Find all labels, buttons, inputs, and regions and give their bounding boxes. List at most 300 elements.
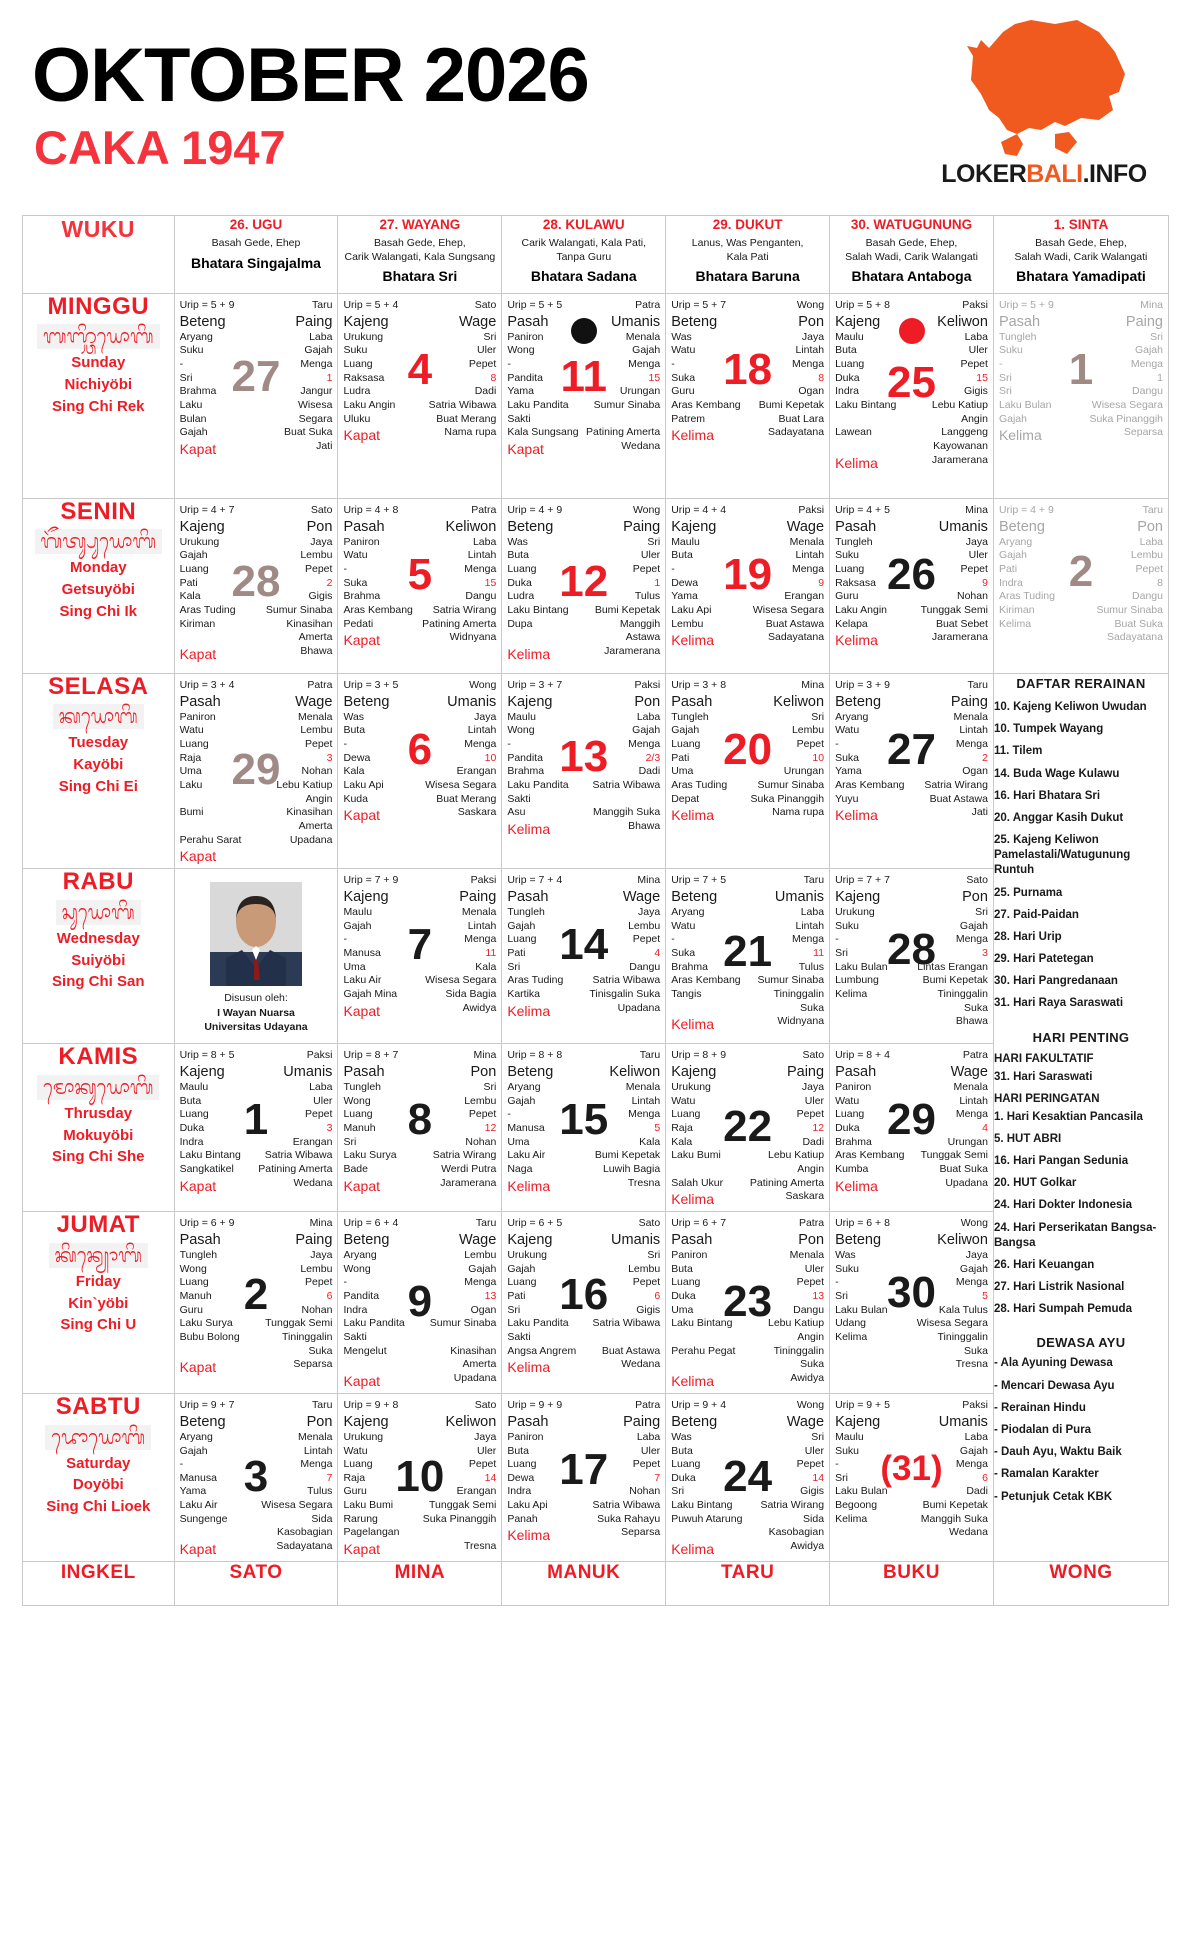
detail-left: Suku [179, 344, 204, 357]
date-number: 1 [243, 1095, 269, 1145]
detail-right: Wisesa [298, 398, 333, 411]
detail-right: Laba [1139, 535, 1163, 548]
detail-left: Guru [343, 1485, 367, 1498]
detail-left: Dewa [507, 1471, 535, 1484]
detail-right: Lintah [959, 1094, 988, 1107]
detail-right: Nohan [465, 1135, 497, 1148]
detail-right: Mina [473, 1049, 497, 1062]
detail-left: Laku Api [507, 1499, 548, 1512]
detail-right: Pon [306, 518, 333, 535]
detail-left: - [179, 358, 184, 371]
detail-left: Luang [179, 738, 209, 751]
peringatan-item: 24. Hari Dokter Indonesia [993, 1199, 1132, 1212]
date-cell[interactable] [502, 1394, 666, 1562]
date-cell[interactable] [338, 1212, 502, 1394]
date-number: 2 [243, 1270, 269, 1320]
day-name-cn: Sing Chi San [52, 973, 145, 991]
detail-left: - [507, 1108, 511, 1121]
day-name-balinese: ᬓᬬᭀᬩᬶ [53, 704, 144, 729]
detail-right: 8 [490, 371, 497, 384]
detail-left: Kartika [507, 987, 540, 1000]
brand-part-1: LOKER [941, 160, 1027, 188]
detail-left: Laku Api [671, 603, 712, 616]
detail-left: Aryang [835, 710, 869, 723]
date-cell[interactable] [338, 294, 502, 499]
detail-left: Dewa [343, 751, 371, 764]
detail-right: Manggih Suka [593, 806, 661, 819]
detail-right [256, 847, 332, 865]
date-number: 2 [1068, 547, 1094, 597]
detail-left: Pasah [507, 313, 549, 330]
dewasa-item: - Ramalan Karakter [993, 1468, 1099, 1481]
date-number: 29 [887, 1095, 936, 1145]
detail-right: Urungan [947, 1135, 988, 1148]
wuku-column-4[interactable] [666, 216, 830, 294]
detail-right: Kala Tulus [938, 1303, 988, 1316]
detail-right: Uler [804, 1094, 825, 1107]
date-cell[interactable] [830, 294, 994, 499]
detail-left: Indra [343, 1303, 368, 1316]
detail-left: - [671, 933, 675, 946]
detail-right: Lintah [467, 549, 497, 562]
detail-left [835, 1358, 911, 1372]
date-cell[interactable] [993, 294, 1168, 499]
wuku-column-2[interactable] [338, 216, 502, 294]
detail-left: Kelima [835, 1177, 878, 1194]
detail-left: Beteng [179, 313, 226, 330]
detail-right: Dangu [465, 590, 497, 603]
date-number: 21 [723, 927, 773, 977]
detail-right: Lembu [300, 1262, 333, 1275]
detail-left: Kelima [835, 454, 878, 471]
detail-right: Menala [953, 1081, 988, 1094]
detail-right: Erangan [456, 765, 497, 778]
detail-left: Sri [835, 1290, 848, 1303]
detail-right: Lintah [303, 1444, 333, 1457]
date-number: 18 [723, 344, 773, 394]
detail-right: Pepet [632, 1276, 661, 1289]
detail-right: 3 [326, 751, 333, 764]
detail-left: Urip = 8 + 7 [343, 1049, 399, 1062]
detail-right: Taru [475, 1217, 497, 1230]
wuku-column-3[interactable] [502, 216, 666, 294]
detail-left: Kapat [179, 1177, 217, 1194]
detail-left: Kapat [179, 1359, 217, 1376]
date-detail-grid [835, 1399, 988, 1540]
date-detail-grid [343, 679, 496, 824]
date-cell-inner [830, 1212, 993, 1375]
detail-right: Gajah [632, 344, 661, 357]
date-number: 30 [887, 1267, 936, 1317]
detail-right: Umanis [938, 518, 988, 535]
detail-right: Widnyana [777, 1015, 825, 1028]
detail-left: Pati [671, 751, 690, 764]
date-cell[interactable] [830, 1212, 994, 1394]
detail-right: Dangu [629, 960, 661, 973]
date-cell[interactable] [338, 1044, 502, 1212]
calendar-table [22, 215, 1169, 1606]
date-detail-grid [999, 299, 1163, 444]
detail-left: Kelima [507, 645, 551, 662]
date-cell[interactable] [338, 674, 502, 869]
detail-right: Erangan [292, 1135, 333, 1148]
date-cell[interactable] [502, 499, 666, 674]
date-number: 6 [407, 724, 433, 774]
date-cell-inner [338, 499, 501, 652]
detail-left: Kajeng [179, 518, 225, 535]
detail-right: Tininggalin Suka [773, 987, 825, 1014]
date-number: 17 [559, 1444, 609, 1494]
detail-left: Buta [671, 1444, 693, 1457]
detail-right: Wedana [293, 1176, 333, 1189]
ingkel-cell-0: INGKEL [23, 1562, 175, 1606]
date-cell-inner [994, 499, 1168, 648]
detail-left: Ludra [343, 385, 371, 398]
detail-left: Gajah [998, 549, 1027, 562]
date-cell-inner [502, 1212, 665, 1379]
detail-left: Luang [179, 1108, 209, 1121]
wuku-name: 30. WATUGUNUNG [850, 217, 973, 232]
date-cell[interactable] [666, 1044, 830, 1212]
detail-right: Laba [964, 330, 988, 343]
detail-left: Kelima [507, 1002, 551, 1019]
date-cell[interactable] [666, 869, 830, 1044]
ingkel-cell-4: TARU [666, 1562, 830, 1606]
detail-left: Watu [671, 344, 696, 357]
detail-right: Jaya [965, 535, 988, 548]
detail-left: Sri [998, 371, 1012, 384]
detail-left: Pati [507, 1290, 526, 1303]
detail-left: Luang [343, 358, 373, 371]
detail-right: Bumi Kepetak [922, 974, 988, 987]
sidebar-cell [993, 674, 1168, 1562]
detail-right: Satria Wirang [432, 1149, 497, 1162]
detail-left: Wong [507, 724, 535, 737]
date-number: 1 [1068, 344, 1094, 394]
date-number: 13 [559, 731, 609, 781]
date-cell[interactable] [338, 869, 502, 1044]
detail-left: Tungleh [179, 1249, 218, 1262]
detail-right: Wisesa Segara [261, 1499, 333, 1512]
detail-right: Tinisgalin Suka [589, 987, 661, 1000]
calendar-row [23, 294, 1169, 499]
detail-right: Sri [647, 1249, 661, 1262]
detail-right: Patra [635, 299, 661, 311]
date-number: 8 [407, 1095, 433, 1145]
date-cell[interactable] [830, 499, 994, 674]
detail-right: Laba [964, 1430, 988, 1443]
detail-left: Gajah [507, 919, 536, 932]
detail-right: 1 [1157, 371, 1163, 384]
detail-right: Sumur Sinaba [757, 778, 825, 791]
detail-right: Suka Pinanggih [1089, 412, 1163, 425]
detail-right: Luwih Bagia [602, 1162, 661, 1175]
detail-left: Indra [998, 576, 1023, 589]
date-cell[interactable] [174, 294, 338, 499]
detail-right: Sri [483, 330, 497, 343]
detail-right: Patra [962, 1049, 988, 1062]
detail-right: Gajah [304, 344, 333, 357]
detail-right: Uler [477, 344, 497, 357]
detail-right: Urungan [619, 385, 661, 398]
detail-left: Was [671, 330, 692, 343]
detail-right: Pon [306, 1413, 333, 1430]
detail-left: Raksasa [343, 371, 385, 384]
date-cell[interactable] [174, 499, 338, 674]
detail-right: Laba [636, 710, 661, 723]
detail-right: Sida Kasobagian [276, 1512, 333, 1539]
detail-right: Sato [638, 1217, 661, 1230]
detail-left: Luang [179, 1276, 209, 1289]
date-cell[interactable] [174, 1394, 338, 1562]
fakultatif-label: HARI FAKULTATIF [993, 1052, 1094, 1065]
date-cell-inner [830, 869, 993, 1032]
detail-right: Lembu [464, 1094, 497, 1107]
detail-left: Urip = 4 + 9 [507, 504, 563, 516]
detail-right: Suka Pinanggih [750, 792, 825, 805]
wuku-column-1[interactable] [174, 216, 338, 294]
detail-right: Paing [1125, 313, 1163, 330]
tilem-moon-icon [571, 318, 597, 344]
date-cell-inner [666, 1394, 829, 1561]
day-label-cell-tuesday [23, 674, 175, 869]
date-cell[interactable] [830, 869, 994, 1044]
day-label-cell-friday [23, 1212, 175, 1394]
rerainan-item: 20. Anggar Kasih Dukut [993, 811, 1124, 824]
date-cell-inner [338, 1044, 501, 1197]
detail-left: Aras Tuding [998, 590, 1055, 603]
detail-left: Kapat [179, 440, 217, 457]
sidebar-title-penting: HARI PENTING [1032, 1029, 1130, 1045]
detail-right: Wong [796, 1399, 825, 1412]
detail-left: Laku Pandita Sakti [343, 1317, 405, 1344]
detail-left: Suku [835, 549, 859, 562]
detail-left: Urip = 9 + 9 [507, 1399, 563, 1412]
date-detail-grid [343, 1399, 496, 1558]
detail-right: Bhawa [955, 1015, 988, 1028]
bali-island-icon [959, 18, 1129, 163]
date-cell-inner [175, 869, 338, 1043]
detail-right: Manggih Suka [920, 1512, 988, 1525]
detail-left: Urukung [343, 330, 384, 343]
detail-right: Menala [789, 1249, 825, 1262]
peringatan-item: 28. Hari Sumpah Pemuda [993, 1303, 1132, 1316]
day-name-jp: Suiyöbi [71, 951, 126, 969]
date-cell[interactable] [174, 1044, 338, 1212]
detail-left: Urukung [671, 1081, 711, 1094]
date-cell[interactable] [666, 1394, 830, 1562]
brand-part-2: BALI [1026, 160, 1083, 188]
detail-left: Urukung [507, 1249, 548, 1262]
detail-left: Urip = 9 + 7 [179, 1399, 235, 1412]
detail-left: Gajah [343, 919, 372, 932]
detail-left: Yama [507, 385, 534, 398]
detail-left: Pasah [835, 518, 877, 535]
detail-right: Keliwon [937, 313, 988, 330]
detail-left: Urip = 6 + 4 [343, 1217, 399, 1230]
detail-right: 11 [485, 947, 497, 960]
date-cell[interactable] [830, 674, 994, 869]
detail-right: Paing [950, 693, 988, 710]
date-cell[interactable] [174, 869, 338, 1044]
date-cell[interactable] [338, 1394, 502, 1562]
detail-left: Suka [671, 947, 696, 960]
detail-left: Paniron [507, 1430, 544, 1443]
detail-left: Naga [507, 1162, 533, 1175]
date-number: 24 [723, 1451, 773, 1501]
detail-right: Jaramerana [931, 453, 988, 466]
wuku-desc: Basah Gede, Ehep, Carik Walangati, Kala Sungsang [344, 237, 496, 263]
detail-right: Jaya [310, 1249, 333, 1262]
date-cell[interactable] [502, 674, 666, 869]
detail-left: Kapat [179, 1541, 217, 1558]
detail-right: Lebu Katiup Angin [768, 1149, 825, 1175]
wuku-label: WUKU [61, 216, 136, 242]
detail-left: Aryang [179, 330, 213, 343]
date-detail-grid [999, 504, 1163, 645]
detail-left: Raksasa [835, 576, 876, 589]
detail-left: Luang [671, 1276, 701, 1289]
day-label-cell-monday [23, 499, 175, 674]
date-number: 3 [243, 1451, 269, 1501]
detail-right: 2/3 [645, 751, 661, 764]
date-cell[interactable] [174, 674, 338, 869]
detail-right: Sumur Sinaba [265, 603, 333, 616]
detail-left: Urip = 3 + 7 [507, 679, 563, 691]
detail-left: Kapat [343, 807, 381, 824]
detail-left: - [998, 358, 1003, 371]
detail-left: - [507, 738, 511, 751]
date-cell[interactable] [830, 1044, 994, 1212]
detail-left: Tungleh [343, 1081, 381, 1094]
detail-left: Pandita [507, 371, 543, 384]
date-cell[interactable] [502, 869, 666, 1044]
detail-left: Guru [835, 590, 859, 603]
date-cell-inner [666, 499, 829, 652]
date-cell-inner [175, 1212, 338, 1379]
detail-left: Kala [671, 1135, 693, 1148]
detail-left: Beteng [835, 693, 882, 710]
rerainan-item: 27. Paid-Paidan [993, 908, 1079, 921]
detail-left: Suka [671, 371, 696, 384]
detail-right: Wong [469, 679, 497, 691]
detail-right: Nohan [301, 1303, 333, 1316]
date-cell[interactable] [666, 674, 830, 869]
peringatan-label: HARI PERINGATAN [993, 1092, 1100, 1105]
detail-right: Werdi Putra [441, 1162, 497, 1175]
date-cell[interactable] [993, 499, 1168, 674]
day-name-en: Thrusday [64, 1104, 133, 1122]
detail-right: Wisesa Segara [425, 974, 497, 987]
detail-right: Upadana [945, 1176, 988, 1189]
date-cell-inner [666, 294, 829, 447]
detail-right: Dadi [474, 385, 497, 398]
date-detail-grid [343, 1217, 496, 1390]
detail-right: Patining Amerta [258, 1162, 333, 1175]
date-cell-inner [338, 294, 501, 447]
detail-left: - [343, 738, 347, 751]
detail-left: Laku Bulan [835, 960, 888, 973]
detail-left: Wong [179, 1262, 207, 1275]
detail-left: Wong [507, 344, 535, 357]
day-name-jp: Kin`yöbi [68, 1294, 129, 1312]
detail-right: Pon [962, 889, 988, 905]
detail-left: Kuda [343, 792, 368, 805]
detail-left: Laku Angin [343, 398, 396, 411]
detail-right: Pepet [796, 1458, 825, 1471]
detail-left: Gajah [671, 724, 700, 737]
day-name-balinese: ᬫᭀᬓᬸᬬᭀᬩᬶ [37, 1075, 159, 1100]
detail-right: Sri [811, 710, 825, 723]
wuku-column-5[interactable] [830, 216, 994, 294]
day-name-en: Wednesday [56, 929, 140, 947]
detail-left: Laku Bintang [671, 1499, 733, 1512]
detail-left: Puwuh Atarung [671, 1512, 743, 1525]
detail-right: Sato [474, 1399, 497, 1412]
detail-left: - [671, 563, 675, 576]
detail-left: Kelima [671, 807, 714, 824]
detail-right: Pepet [304, 738, 333, 751]
detail-right: Buat Astawa [929, 792, 988, 805]
date-cell[interactable] [666, 499, 830, 674]
detail-right: Menga [791, 563, 825, 576]
detail-right: Uler [968, 549, 988, 562]
date-cell[interactable] [502, 1044, 666, 1212]
dewasa-item: - Piodalan di Pura [993, 1423, 1092, 1436]
detail-right: Buat Suka [939, 1162, 988, 1175]
rerainan-item: 14. Buda Wage Kulawu [993, 767, 1120, 780]
detail-left: Aryang [343, 1249, 377, 1262]
date-cell[interactable] [502, 1212, 666, 1394]
detail-right: Satria Wibawa [592, 1499, 661, 1512]
date-cell-inner [502, 294, 665, 461]
date-cell[interactable] [666, 294, 830, 499]
rerainan-item: 16. Hari Bhatara Sri [993, 789, 1101, 802]
detail-right: Sida Kasobagian [768, 1512, 825, 1539]
detail-left: Luang [343, 1458, 373, 1471]
day-name-balinese: ᬩᬜ᭄ᬘᬶᬬᭀᬩᬶ [37, 324, 160, 349]
wuku-column-6[interactable] [993, 216, 1168, 294]
detail-right: Lembu [300, 549, 333, 562]
detail-left: Beteng [671, 1413, 718, 1430]
date-cell[interactable] [502, 294, 666, 499]
date-cell[interactable] [666, 1212, 830, 1394]
detail-left: Laku Angin [835, 603, 888, 616]
detail-right: Sumur Sinaba [1096, 603, 1163, 616]
day-label-cell-wednesday [23, 869, 175, 1044]
detail-left: Suku [343, 344, 368, 357]
detail-right: 9 [818, 576, 825, 589]
detail-right: Lintah [795, 919, 825, 932]
detail-left: Watu [343, 549, 368, 562]
detail-right: Wage [786, 518, 825, 535]
date-cell-inner [338, 869, 501, 1022]
date-cell[interactable] [338, 499, 502, 674]
detail-right: Pepet [304, 1276, 333, 1289]
detail-right: Pepet [632, 933, 661, 946]
date-number: 19 [723, 549, 773, 599]
detail-left: - [671, 358, 675, 371]
date-cell[interactable] [174, 1212, 338, 1394]
detail-left: Pasah [835, 1064, 877, 1080]
detail-left: Luang [835, 1108, 865, 1121]
detail-left: Pasah [179, 1232, 221, 1249]
day-name-cn: Sing Chi Ik [59, 602, 138, 620]
detail-left: Asu [507, 806, 526, 819]
date-cell[interactable] [830, 1394, 994, 1562]
detail-left: Paniron [179, 710, 216, 723]
detail-right: Pon [634, 693, 661, 710]
